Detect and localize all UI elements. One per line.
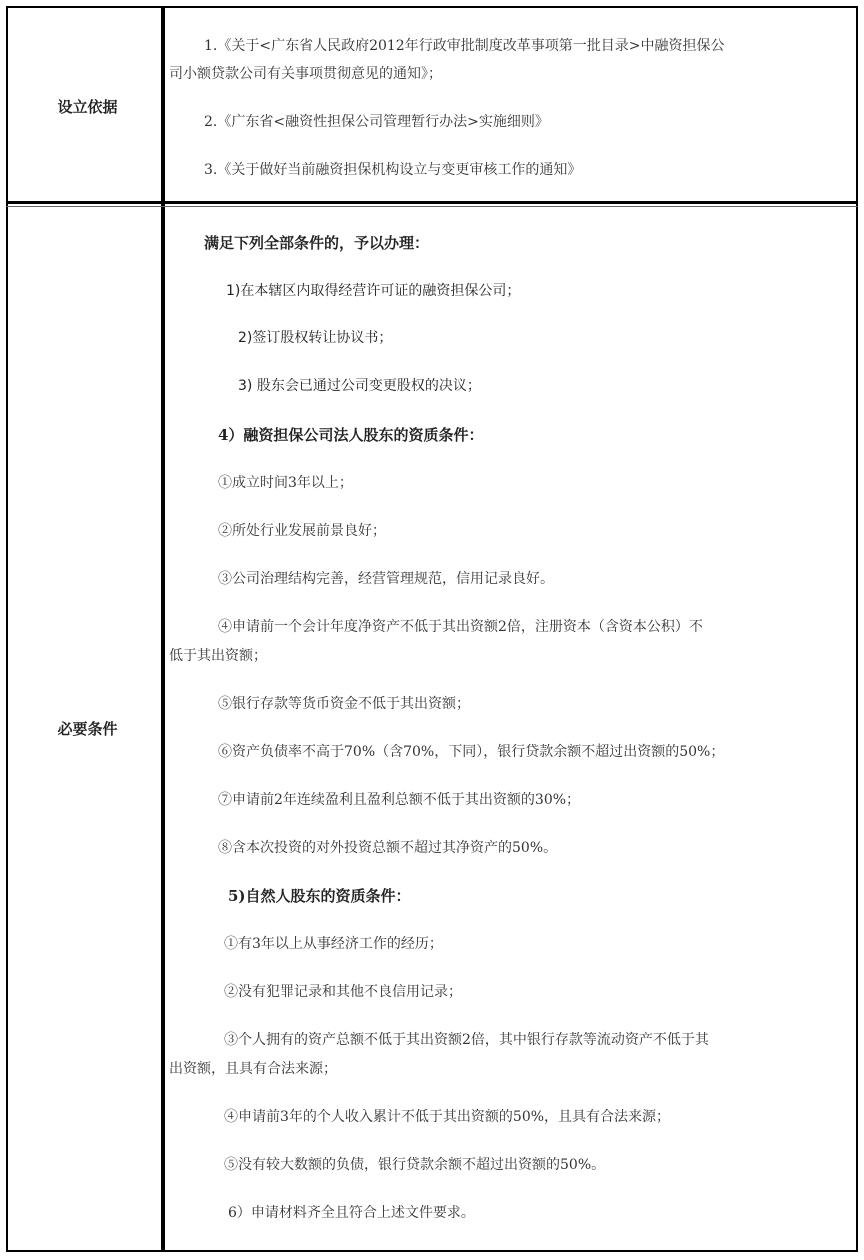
basis-line-1-cont: 司小额贷款公司有关事项贯彻意见的通知》； (169, 66, 442, 82)
basis-line-1: 1.《关于<广东省人民政府2012年行政审批制度改革事项第一批目录>中融资担保公 (204, 38, 725, 54)
corp-cond-8: ⑧含本次投资的对外投资总额不超过其净资产的50%。 (218, 840, 558, 856)
req-item-3: 3) 股东会已通过公司变更股权的决议； (238, 378, 481, 394)
row-label-requirements: 必要条件 (57, 720, 118, 738)
table-border-bottom (6, 1250, 858, 1252)
req-heading: 满足下列全部条件的，予以办理： (204, 234, 430, 252)
corp-cond-6: ⑥资产负债率不高于70%（含70%，下同），银行贷款余额不超过出资额的50%； (218, 744, 725, 760)
req-item-5-heading: 5)自然人股东的资质条件： (228, 887, 411, 905)
corp-cond-5: ⑤银行存款等货币资金不低于其出资额； (218, 696, 470, 712)
basis-line-2: 2.《广东省<融资性担保公司管理暂行办法>实施细则》 (204, 114, 549, 130)
req-item-2: 2)签订股权转让协议书； (238, 330, 393, 346)
corp-cond-1: ①成立时间3年以上； (218, 475, 353, 491)
req-item-4-heading: 4）融资担保公司法人股东的资质条件： (218, 426, 484, 444)
row-divider (6, 201, 858, 204)
basis-line-3: 3.《关于做好当前融资担保机构设立与变更审核工作的通知》 (204, 162, 582, 178)
corp-cond-4-cont: 低于其出资额； (169, 648, 267, 664)
corp-cond-4: ④申请前一个会计年度净资产不低于其出资额2倍，注册资本（含资本公积）不 (218, 619, 703, 635)
column-divider (161, 6, 165, 1252)
corp-cond-7: ⑦申请前2年连续盈利且盈利总额不低于其出资额的30%； (218, 792, 581, 808)
req-item-1: 1)在本辖区内取得经营许可证的融资担保公司； (226, 283, 521, 299)
person-cond-3: ③个人拥有的资产总额不低于其出资额2倍，其中银行存款等流动资产不低于其 (224, 1032, 709, 1048)
person-cond-1: ①有3年以上从事经济工作的经历； (224, 936, 443, 952)
corp-cond-2: ②所处行业发展前景良好； (218, 523, 386, 539)
table-border-right (856, 6, 858, 1252)
req-item-6: 6）申请材料齐全且符合上述文件要求。 (228, 1205, 475, 1221)
corp-cond-3: ③公司治理结构完善，经营管理规范，信用记录良好。 (218, 571, 554, 587)
person-cond-2: ②没有犯罪记录和其他不良信用记录； (224, 984, 462, 1000)
requirements-table (6, 6, 858, 1252)
person-cond-4: ④申请前3年的个人收入累计不低于其出资额的50%，且具有合法来源； (224, 1109, 671, 1125)
row-divider-inner (6, 206, 858, 207)
person-cond-5: ⑤没有较大数额的负债，银行贷款余额不超过出资额的50%。 (224, 1157, 606, 1173)
table-border-left (6, 6, 8, 1252)
table-border-top (6, 6, 858, 8)
person-cond-3-cont: 出资额，且具有合法来源； (169, 1061, 337, 1077)
row-label-legal-basis: 设立依据 (57, 98, 118, 116)
